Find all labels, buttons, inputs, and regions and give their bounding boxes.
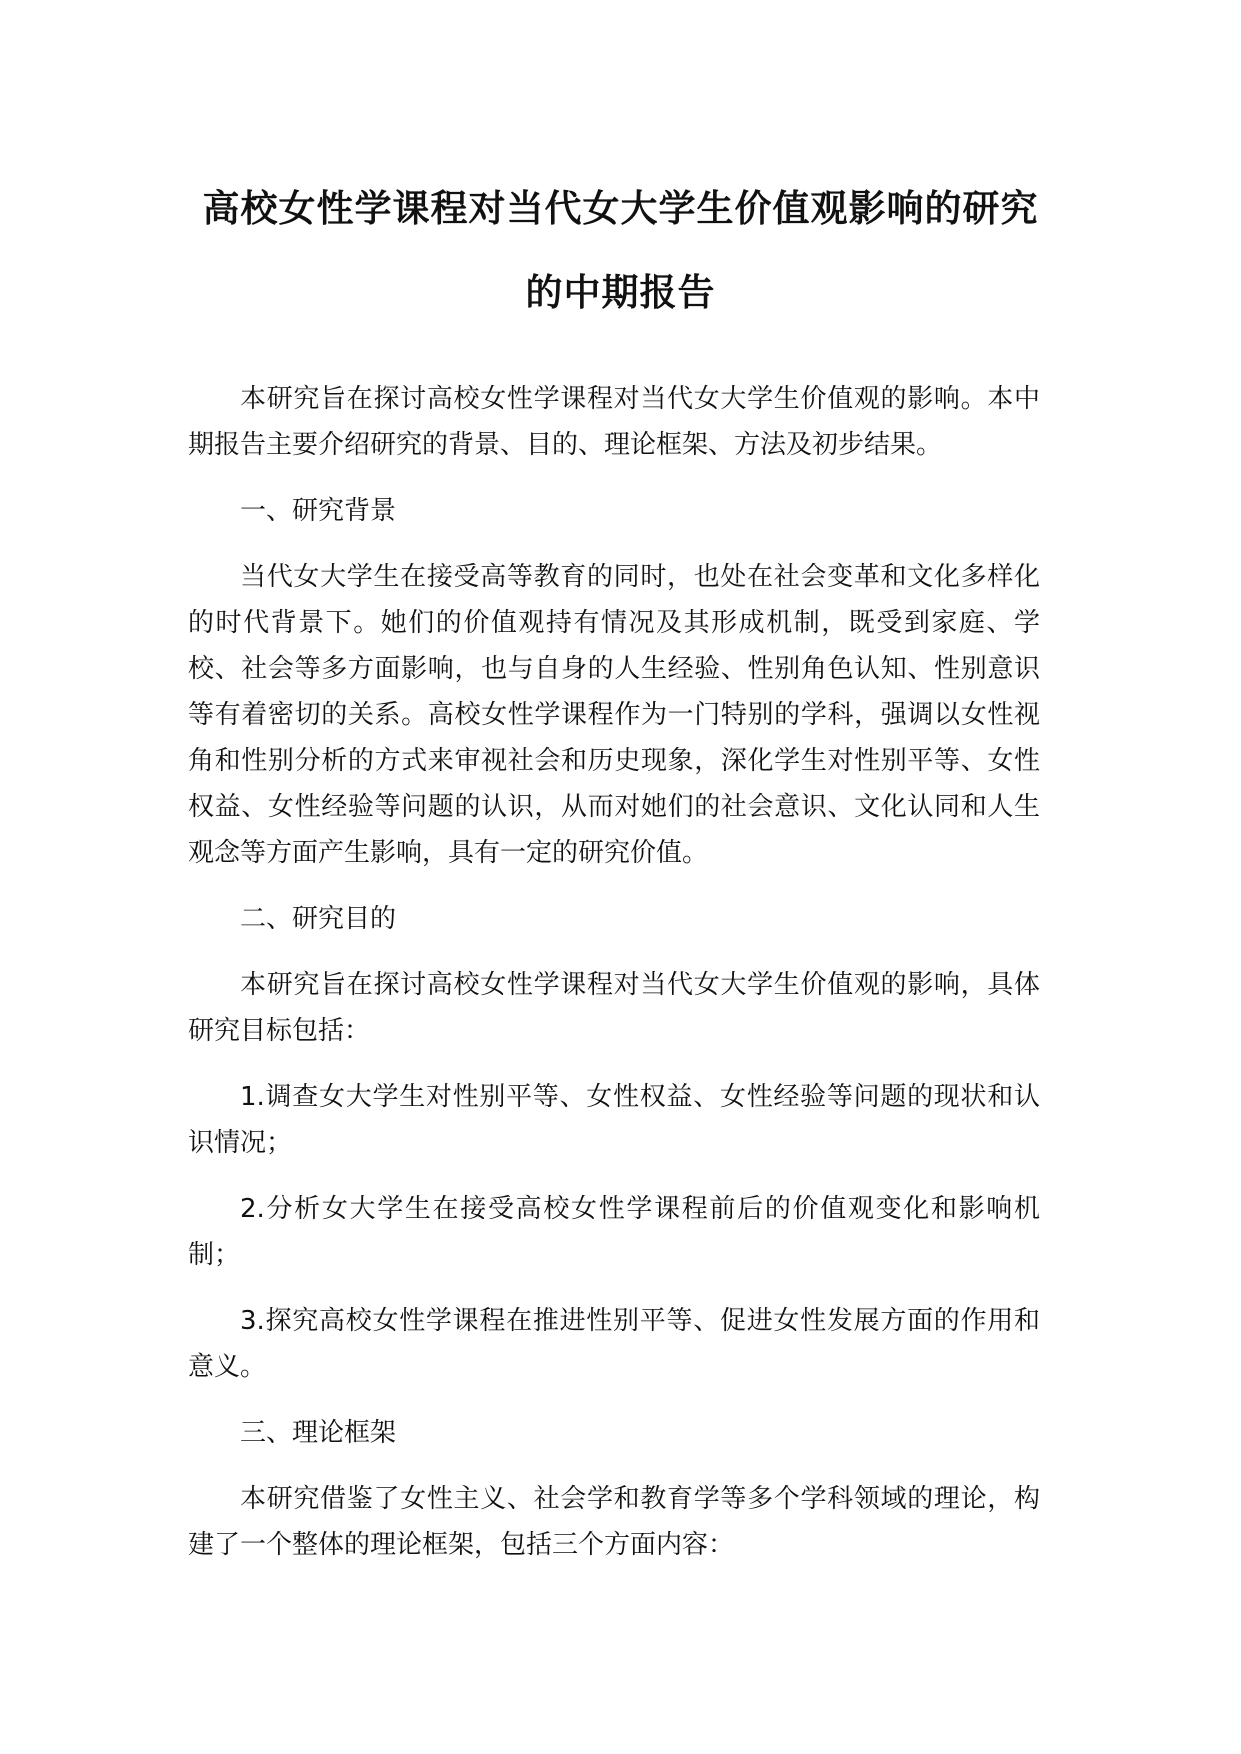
purpose-item: 3.探究高校女性学课程在推进性别平等、促进女性发展方面的作用和意义。 bbox=[188, 1306, 1040, 1382]
document-title-line1: 高校女性学课程对当代女大学生价值观影响的研究 bbox=[202, 187, 1039, 230]
background-paragraph: 当代女大学生在接受高等教育的同时，也处在社会变革和文化多样化的时代背景下。她们的价值观持有情况及其形成机制，既受到家庭、学校、社会等多方面影响，也与自身的人生经验、性别角色认知、性别意识等有着密切的关系。高校女性学课程作为一门特别的学科，强调以女性视角和性别分析的方式来审视社会和历史现象，深化学生对性别平等、女性权益、女性经验等问题的认识，从而对她们的社会意识、文化认同和人生观念等方面产生影响，具有一定的研究价值。 bbox=[188, 562, 1040, 868]
document-title-line2: 的中期报告 bbox=[525, 271, 716, 314]
section-heading-purpose: 二、研究目的 bbox=[240, 904, 397, 934]
section-heading-background: 一、研究背景 bbox=[240, 496, 397, 526]
theory-paragraph: 本研究借鉴了女性主义、社会学和教育学等多个学科领域的理论，构建了一个整体的理论框架，包括三个方面内容： bbox=[188, 1484, 1040, 1560]
document-body bbox=[188, 376, 1040, 1588]
purpose-paragraph: 本研究旨在探讨高校女性学课程对当代女大学生价值观的影响，具体研究目标包括： bbox=[188, 970, 1040, 1046]
purpose-item: 1.调查女大学生对性别平等、女性权益、女性经验等问题的现状和认识情况； bbox=[188, 1082, 1040, 1158]
intro-paragraph: 本研究旨在探讨高校女性学课程对当代女大学生价值观的影响。本中期报告主要介绍研究的背景、目的、理论框架、方法及初步结果。 bbox=[188, 384, 1040, 460]
purpose-item: 2.分析女大学生在接受高校女性学课程前后的价值观变化和影响机制； bbox=[188, 1194, 1040, 1270]
section-heading-theory: 三、理论框架 bbox=[240, 1418, 397, 1448]
